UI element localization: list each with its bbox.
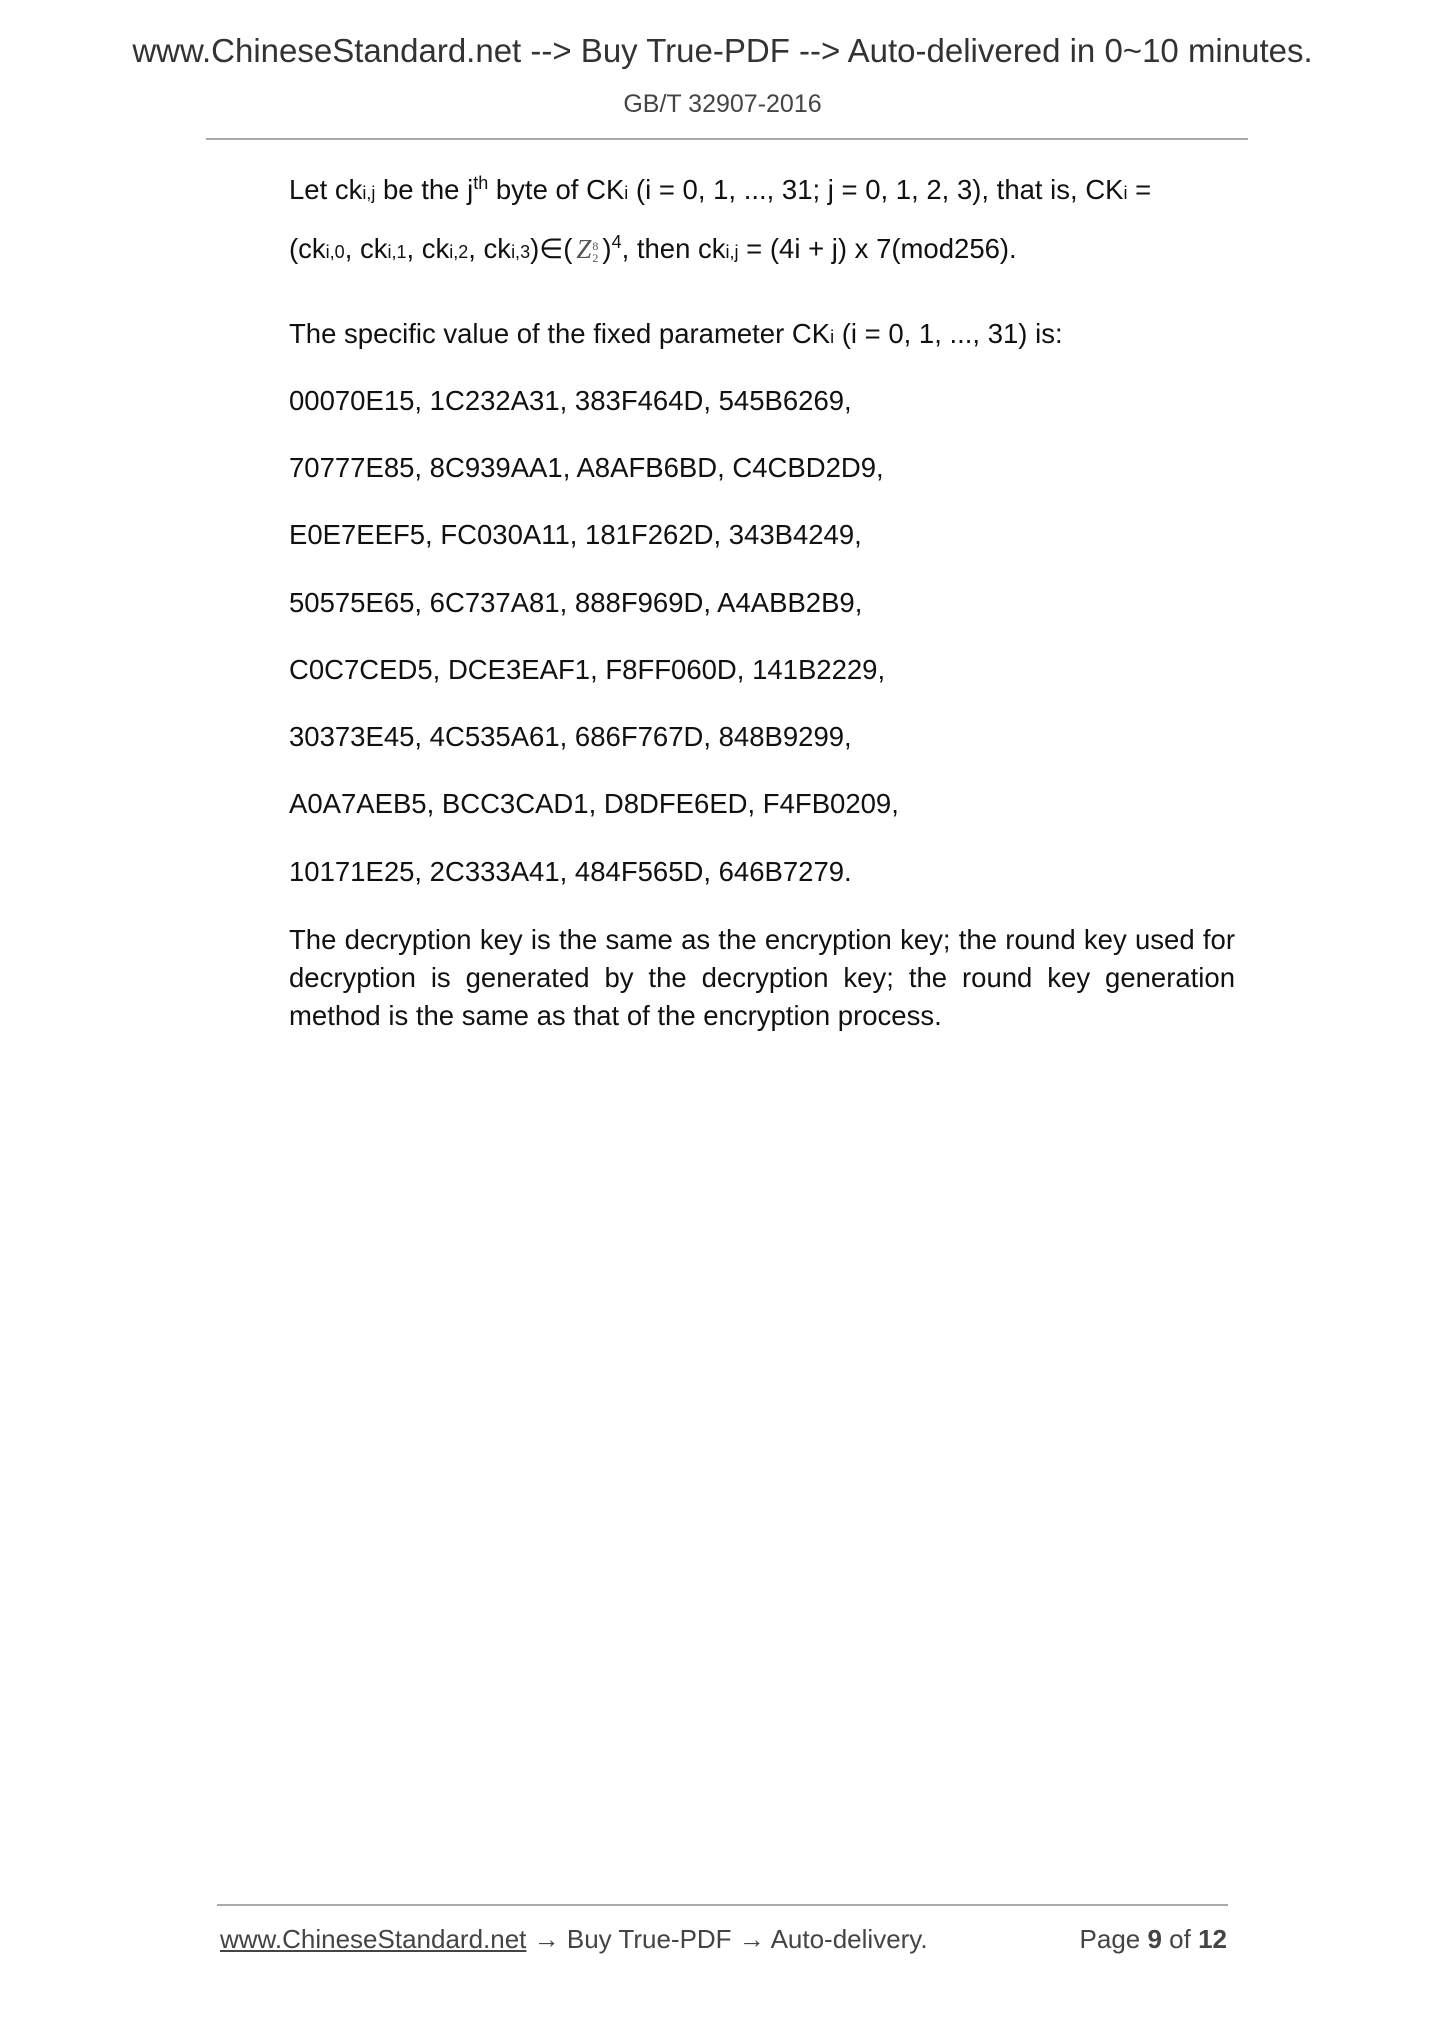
- paragraph-ck-definition-line2: (cki,0, cki,1, cki,2, cki,3)∈( Z 8 2 )$^4$, then cki,j = (4i + j) x 7(mod256).: [289, 232, 1017, 265]
- ck-values-row: 70777E85, 8C939AA1, A8AFB6BD, C4CBD2D9,: [289, 452, 884, 483]
- footer-divider: [217, 1904, 1228, 1906]
- ck-values-row: 00070E15, 1C232A31, 383F464D, 545B6269,: [289, 385, 852, 416]
- header-banner: www.ChineseStandard.net --> Buy True-PDF --> Auto-delivered in 0~10 minutes.: [132, 32, 1313, 69]
- standard-id: GB/T 32907-2016: [623, 90, 822, 118]
- ck-values-row: C0C7CED5, DCE3EAF1, F8FF060D, 141B2229,: [289, 654, 886, 685]
- page-indicator: Page 9 of 12: [1079, 1924, 1227, 1954]
- paragraph-decryption-key: The decryption key is the same as the encryption key; the round key used for decryption is generated by the decryption key; the round key generation method is the same as that of the encryption process.: [289, 924, 1235, 1031]
- paragraph-fixed-parameter-intro: The specific value of the fixed parameter CKi (i = 0, 1, ..., 31) is:: [289, 318, 1063, 349]
- footer-link[interactable]: www.ChineseStandard.net: [220, 1924, 527, 1954]
- ck-values-row: E0E7EEF5, FC030A11, 181F262D, 343B4249,: [289, 519, 862, 550]
- ck-values-row: 30373E45, 4C535A61, 686F767D, 848B9299,: [289, 721, 852, 752]
- ck-values-row: A0A7AEB5, BCC3CAD1, D8DFE6ED, F4FB0209,: [289, 788, 899, 819]
- header-divider: [206, 138, 1248, 140]
- paragraph-ck-definition-line1: Let cki,j be the $j^{th}$ byte of CKi (i = 0, 1, ..., 31; j = 0, 1, 2, 3), that is, CKi =: [289, 173, 1152, 205]
- ck-values-row: 50575E65, 6C737A81, 888F969D, A4ABB2B9,: [289, 587, 863, 618]
- ck-values-row: 10171E25, 2C333A41, 484F565D, 646B7279.: [289, 856, 852, 887]
- footer-text: www.ChineseStandard.net → Buy True-PDF → Auto-delivery.: [220, 1924, 928, 1954]
- z2-8-math-symbol: Z 8 2: [576, 234, 599, 265]
